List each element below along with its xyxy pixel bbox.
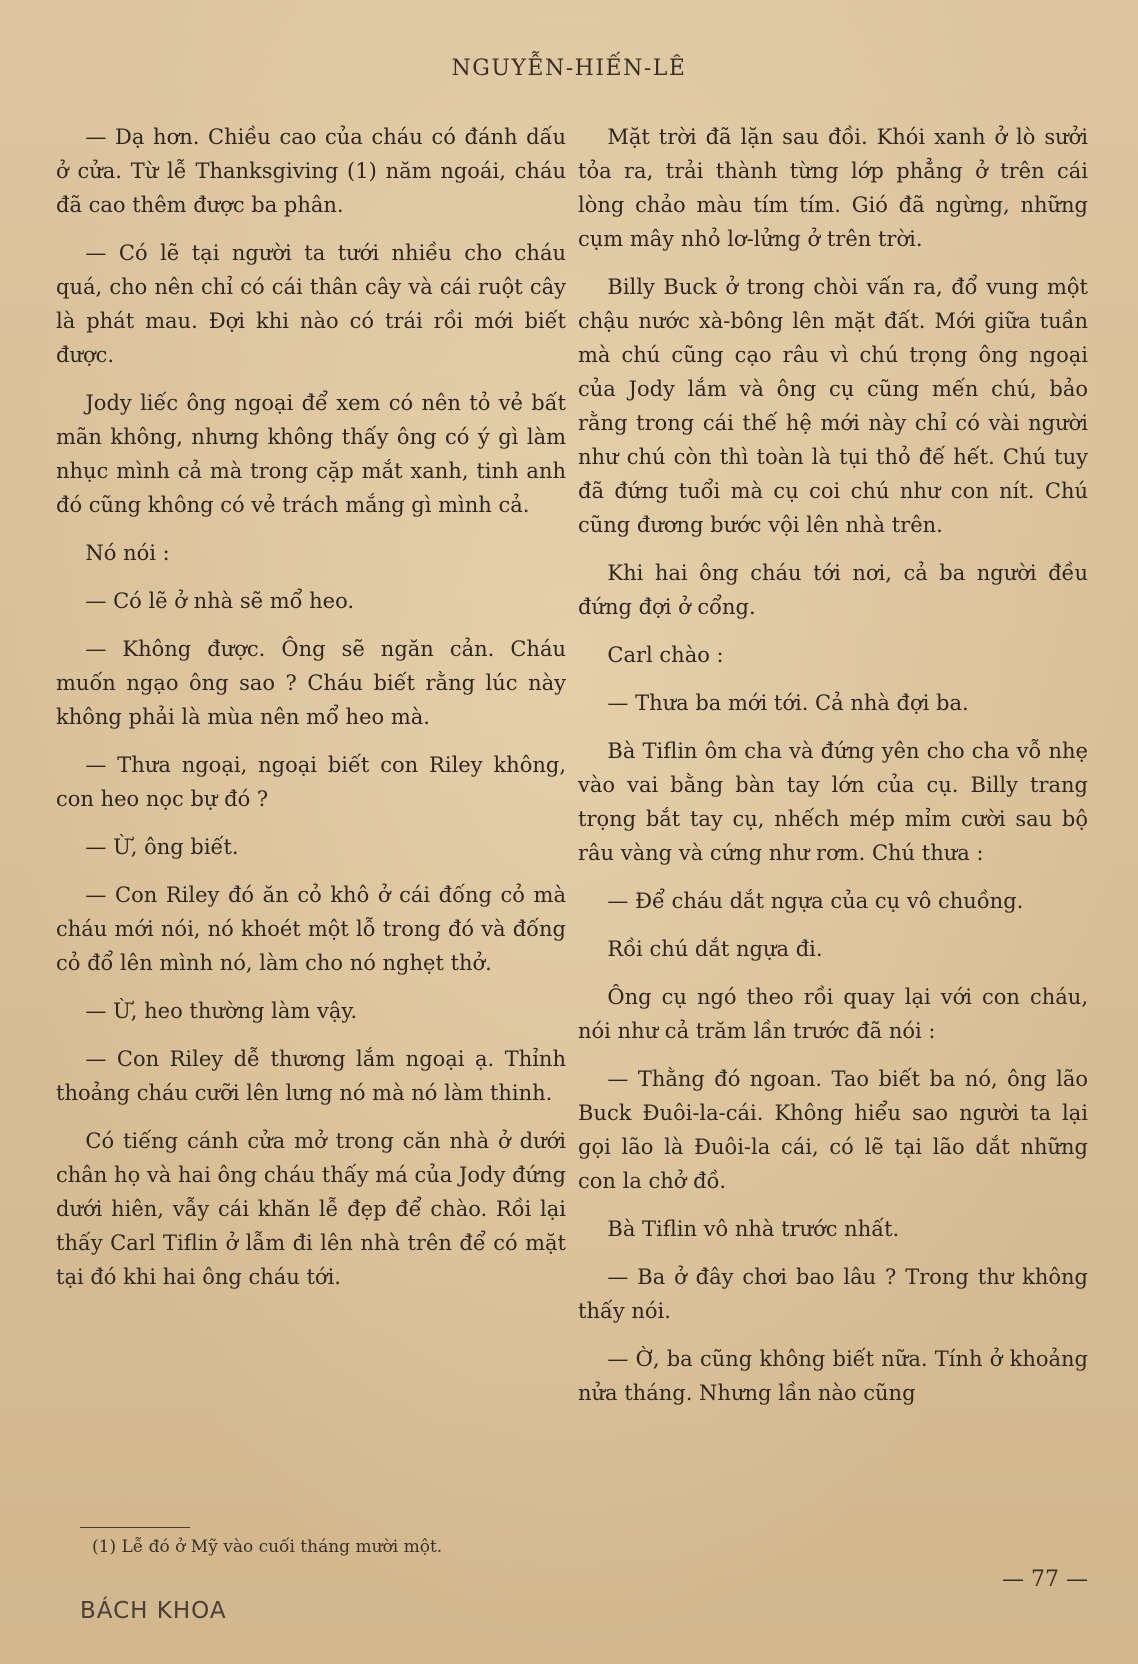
paragraph: Mặt trời đã lặn sau đồi. Khói xanh ở lò sưởi tỏa ra, trải thành từng lớp phẳng ở trên cái lòng chảo màu tím tím. Gió đã ngừng, những cụm mây nhỏ lơ-lửng ở trên trời. [578,125,1088,251]
paragraph: — Ừ, ông biết. [85,835,239,859]
paragraph: — Thưa ngoại, ngoại biết con Riley không, con heo nọc bự đó ? [56,753,566,811]
paragraph: — Thưa ba mới tới. Cả nhà đợi ba. [607,691,969,715]
magazine-name: BÁCH KHOA [80,1598,227,1624]
paragraph: — Thằng đó ngoan. Tao biết ba nó, ông lão Buck Đuôi-la-cái. Không hiểu sao người ta lại gọi lão là Đuôi-la cái, có lẽ tại lão dắt những con la chở đồ. [578,1067,1088,1193]
footnote: (1) Lễ đó ở Mỹ vào cuối tháng mười một. [92,1537,443,1557]
paragraph: Billy Buck ở trong chòi vấn ra, đổ vung một chậu nước xà-bông lên mặt đất. Mới giữa tuần mà chú cũng cạo râu vì chú trọng ông ngoại của Jody lắm và ông cụ cũng mến chú, bảo rằng trong cái thế hệ mới này chỉ có vài người như chú còn thì toàn là tụi thỏ đế hết. Chú tuy đã đứng tuổi mà cụ coi chú như con nít. Chú cũng đương bước vội lên nhà trên. [578,275,1088,537]
paragraph: — Ờ, ba cũng không biết nữa. Tính ở khoảng nửa tháng. Nhưng lần nào cũng [578,1347,1088,1405]
paragraph: Bà Tiflin ôm cha và đứng yên cho cha vỗ nhẹ vào vai bằng bàn tay lớn của cụ. Billy trang trọng bắt tay cụ, nhếch mép mỉm cười sau bộ râu vàng và cứng như rơm. Chú thưa : [578,739,1088,865]
paragraph: Có tiếng cánh cửa mở trong căn nhà ở dưới chân họ và hai ông cháu thấy má của Jody đứng dưới hiên, vẫy cái khăn lễ đẹp để chào. Rồi lại thấy Carl Tiflin ở lẫm đi lên nhà trên để có mặt tại đó khi hai ông cháu tới. [56,1129,566,1289]
paragraph: Jody liếc ông ngoại để xem có nên tỏ vẻ bất mãn không, nhưng không thấy ông có ý gì làm nhục mình cả mà trong cặp mắt xanh, tinh anh đó cũng không có vẻ trách mắng gì mình cả. [56,391,566,517]
paragraph: — Có lẽ tại người ta tưới nhiều cho cháu quá, cho nên chỉ có cái thân cây và cái ruột cây là phát mau. Đợi khi nào có trái rồi mới biết được. [56,241,566,367]
page-number: — 77 — [1002,1567,1088,1592]
paragraph: — Có lẽ ở nhà sẽ mổ heo. [85,589,355,613]
paragraph: — Để cháu dắt ngựa của cụ vô chuồng. [607,889,1024,913]
paragraph: — Không được. Ông sẽ ngăn cản. Cháu muốn ngạo ông sao ? Cháu biết rằng lúc này không phải là mùa nên mổ heo mà. [56,637,566,729]
paragraph: Khi hai ông cháu tới nơi, cả ba người đều đứng đợi ở cổng. [578,561,1088,619]
paragraph: — Con Riley dễ thương lắm ngoại ạ. Thỉnh thoảng cháu cưỡi lên lưng nó mà nó làm thinh. [56,1047,566,1105]
paragraph: — Ba ở đây chơi bao lâu ? Trong thư không thấy nói. [578,1265,1088,1323]
right-column [578,120,1088,1424]
running-head: NGUYỄN-HIẾN-LÊ [451,56,687,81]
footnote-divider [80,1527,190,1528]
paragraph: — Dạ hơn. Chiều cao của cháu có đánh dấu ở cửa. Từ lễ Thanksgiving (1) năm ngoái, cháu đã cao thêm được ba phân. [56,125,566,217]
paragraph: — Con Riley đó ăn cỏ khô ở cái đống cỏ mà cháu mới nói, nó khoét một lỗ trong đó và đống cỏ đổ lên mình nó, làm cho nó nghẹt thở. [56,883,566,975]
paragraph: Ông cụ ngó theo rồi quay lại với con cháu, nói như cả trăm lần trước đã nói : [578,985,1088,1043]
paragraph: — Ừ, heo thường làm vậy. [85,999,358,1023]
paragraph: Carl chào : [607,643,724,667]
paragraph: Bà Tiflin vô nhà trước nhất. [607,1217,900,1241]
paragraph: Rồi chú dắt ngựa đi. [607,937,823,961]
paragraph: Nó nói : [85,541,170,565]
left-column [56,120,566,1308]
